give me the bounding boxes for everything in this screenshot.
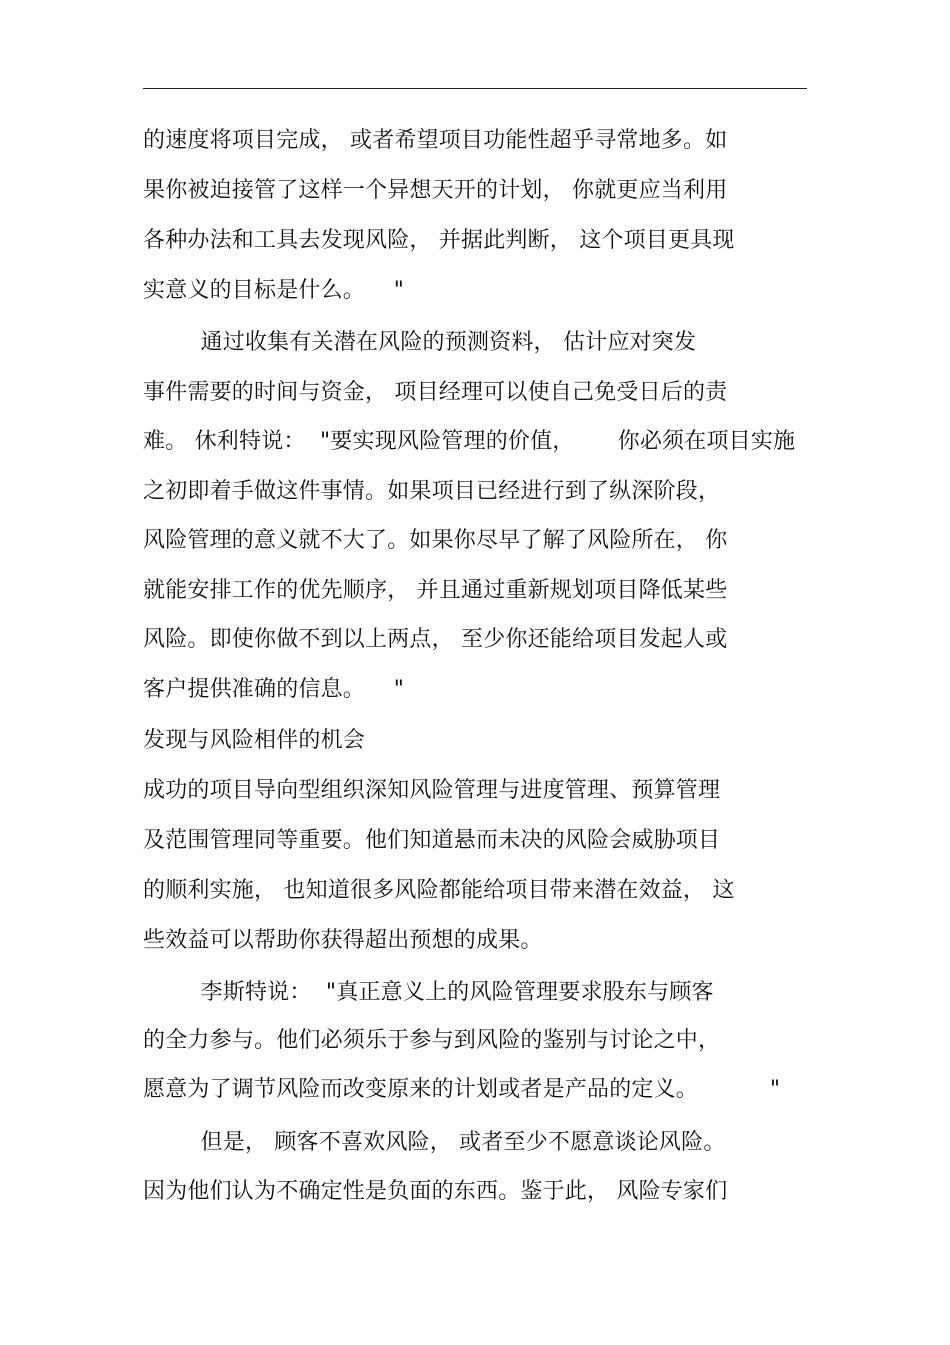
text-line: 成功的项目导向型组织深知风险管理与进度管理、预算管理 (143, 778, 721, 803)
text-line: 通过收集有关潜在风险的预测资料， 估计应对突发 (143, 330, 697, 355)
text-line: 的顺利实施， 也知道很多风险都能给项目带来潜在效益， 这 (143, 878, 735, 903)
section-heading: 发现与风险相伴的机会 (143, 728, 366, 753)
text-line: 事件需要的时间与资金， 项目经理可以使自己免受日后的责 (143, 380, 728, 405)
text-line: 的速度将项目完成， 或者希望项目功能性超乎寻常地多。如 (143, 128, 728, 153)
text-line: 之初即着手做这件事情。如果项目已经进行到了纵深阶段， (143, 479, 721, 504)
text-line: 难。 休利特说： "要实现风险管理的价值， 你必须在项目实施 (143, 429, 796, 454)
text-line: 风险。即使你做不到以上两点， 至少你还能给项目发起人或 (143, 627, 728, 652)
text-line: 的全力参与。他们必须乐于参与到风险的鉴别与讨论之中， (143, 1028, 721, 1053)
text-line: 实意义的目标是什么。 " (143, 278, 405, 303)
text-line: 些效益可以帮助你获得超出预想的成果。 (143, 928, 543, 953)
text-line: 但是， 顾客不喜欢风险， 或者至少不愿意谈论风险。 (143, 1130, 726, 1155)
text-line: 因为他们认为不确定性是负面的东西。鉴于此， 风险专家们 (143, 1179, 728, 1204)
text-line: 客户提供准确的信息。 " (143, 677, 405, 702)
text-line: 风险管理的意义就不大了。如果你尽早了解了风险所在， 你 (143, 528, 728, 553)
header-rule (143, 88, 807, 89)
text-line: 及范围管理同等重要。他们知道悬而未决的风险会威胁项目 (143, 828, 721, 853)
text-line: 李斯特说： "真正意义上的风险管理要求股东与顾客 (143, 980, 714, 1005)
text-line: 各种办法和工具去发现风险， 并据此判断， 这个项目更具现 (143, 228, 735, 253)
text-line: 就能安排工作的优先顺序， 并且通过重新规划项目降低某些 (143, 578, 728, 603)
text-line: 愿意为了调节风险而改变原来的计划或者是产品的定义。 " (143, 1077, 781, 1102)
text-line: 果你被迫接管了这样一个异想天开的计划， 你就更应当利用 (143, 178, 728, 203)
